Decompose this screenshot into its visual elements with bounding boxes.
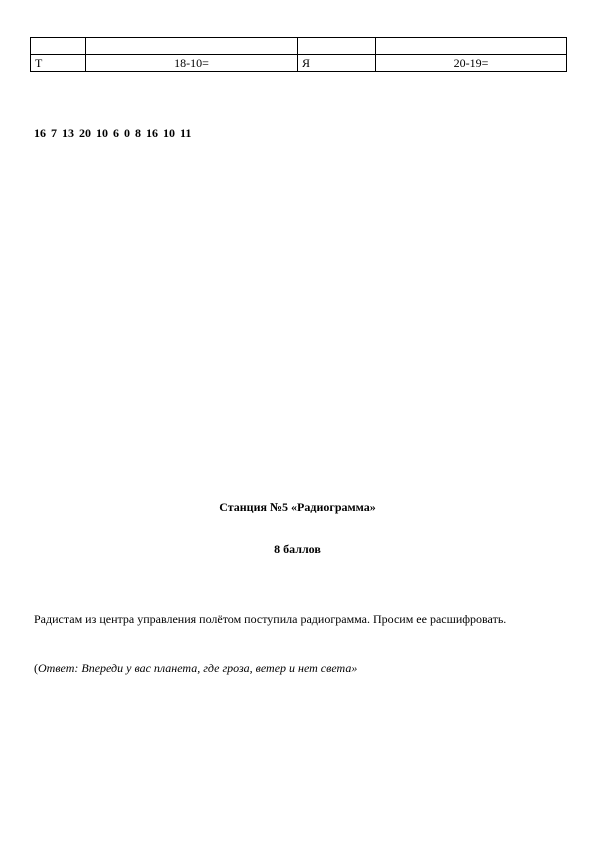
station-points: 8 баллов: [274, 542, 321, 556]
table-cell: [298, 38, 376, 55]
answer-line: [34, 660, 554, 676]
table-cell-expression: 18-10=: [86, 55, 298, 72]
letter-code-table: [30, 37, 567, 72]
table-cell-letter: Я: [298, 55, 376, 72]
table-row: [31, 38, 567, 55]
table-row: [31, 55, 567, 72]
table-cell-letter: Т: [31, 55, 86, 72]
table-cell-expression: 20-19=: [376, 55, 567, 72]
cipher-numbers: 16 7 13 20 10 6 0 8 16 10 11: [34, 126, 192, 140]
table-cell: [86, 38, 298, 55]
answer-open-paren: (: [34, 661, 38, 675]
station-title: Станция №5 «Радиограмма»: [219, 500, 376, 514]
table-cell: [31, 38, 86, 55]
table-cell: [376, 38, 567, 55]
task-text: Радистам из центра управления полётом поступила радиограмма. Просим ее расшифровать.: [34, 612, 507, 626]
answer-text: Ответ: Впереди у вас планета, где гроза, ветер и нет света»: [38, 661, 358, 675]
